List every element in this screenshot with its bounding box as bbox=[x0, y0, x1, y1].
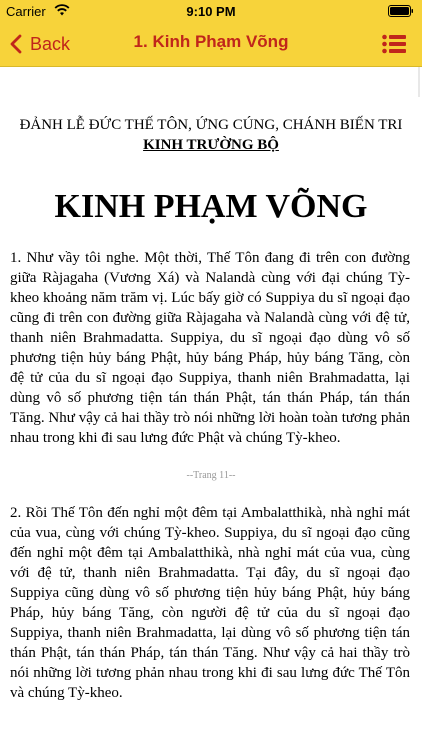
navigation-bar bbox=[0, 22, 422, 67]
sutta-collection-heading: KINH TRƯỜNG BỘ bbox=[143, 137, 279, 153]
scroll-thumb[interactable] bbox=[418, 67, 420, 97]
sutta-title: KINH PHẠM VÕNG bbox=[54, 188, 368, 225]
list-menu-icon[interactable] bbox=[382, 34, 406, 54]
status-bar bbox=[0, 0, 422, 22]
battery-icon bbox=[388, 5, 414, 17]
paragraph-1: 1. Như vầy tôi nghe. Một thời, Thế Tôn đang đi trên con đường giữa Ràjagaha (Vương Xá) và Nalandà cùng với đại chúng Tỳ-kheo khoảng năm trăm vị. Lúc bấy giờ có Suppiya du sĩ ngoại đạo cũng đi trên con đường giữa Ràjagaha và Nalandà cùng với đệ tử, thanh niên Brahmadatta. Suppiya, du sĩ ngoại đạo dùng vô số phương tiện hủy báng Phật, hủy báng Pháp, hủy báng Tăng, còn đệ tử của du sĩ ngoại đạo Suppiya, thanh niên Brahmadatta, lại dùng vô số phương tiện tán thán Phật, tán thán Pháp, tán thán Tăng. Như vậy cả hai thầy trò nói những lời hoàn toàn tương phản nhau trong khi đi sau lưng đức Phật và chúng Tỳ-kheo. bbox=[10, 250, 410, 446]
carrier-label: Carrier bbox=[6, 4, 46, 19]
chevron-left-icon bbox=[8, 33, 24, 55]
status-time: 9:10 PM bbox=[186, 4, 236, 19]
back-button[interactable] bbox=[8, 30, 70, 58]
sutta-content[interactable] bbox=[0, 67, 422, 750]
homage-line: ĐẢNH LỄ ĐỨC THẾ TÔN, ỨNG CÚNG, CHÁNH BIẾN TRI bbox=[19, 117, 403, 133]
page-title: 1. Kinh Phạm Võng bbox=[133, 32, 289, 51]
page-marker: --Trang 11-- bbox=[186, 470, 236, 481]
back-label: Back bbox=[30, 33, 71, 54]
paragraph-2: 2. Rồi Thế Tôn đến nghỉ một đêm tại Ambalatthikà, nhà nghỉ mát của vua, cùng với chúng Tỳ-kheo. Suppiya, du sĩ ngoại đạo cũng đến nghỉ một đêm tại Ambalatthikà, nhà nghỉ mát của vua, cùng với đệ tử, thanh niên Brahmadatta. Tại đây, du sĩ ngoại đạo Suppiya cũng dùng vô số phương tiện hủy báng Phật, hủy báng Pháp, hủy báng Tăng, còn người đệ tử của du sĩ ngoại đạo Suppiya, thanh niên Brahmadatta, lại dùng vô số phương tiện tán thán Phật, tán thán Pháp, tán thán Tăng. Như vậy cả hai thầy trò nói những lời tương phản nhau trong khi đi sau lưng đức Thế Tôn và chúng Tỳ-kheo. bbox=[10, 505, 410, 701]
